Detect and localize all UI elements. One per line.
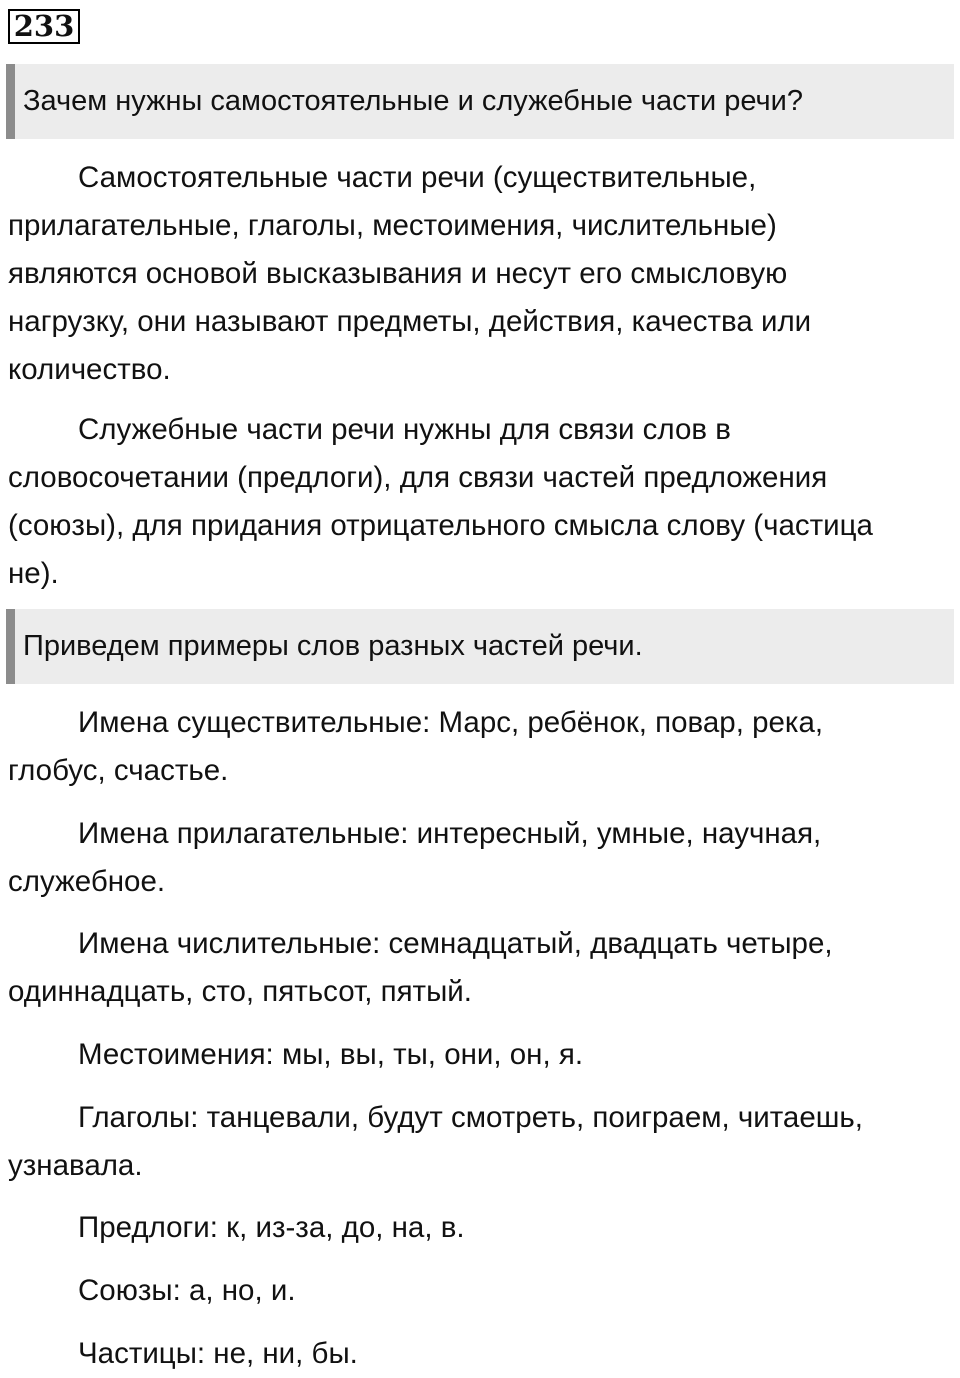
example-prepositions: Предлоги: к, из-за, до, на, в.: [78, 1211, 465, 1244]
answer-paragraph-1: Самостоятельные части речи (существительные, прилагательные, глаголы, местоимения, числительные) являются основой высказывания и несут его смысловую нагрузку, они называют предметы, действия, качества или количество.: [8, 161, 812, 386]
question-2: Приведем примеры слов разных частей речи.: [6, 609, 954, 684]
exercise-number: 233: [8, 9, 80, 44]
question-1: Зачем нужны самостоятельные и служебные части речи?: [6, 64, 954, 139]
example-numerals: Имена числительные: семнадцатый, двадцать четыре, одиннадцать, сто, пятьсот, пятый.: [8, 927, 833, 1008]
example-pronouns: Местоимения: мы, вы, ты, они, он, я.: [78, 1038, 584, 1071]
example-nouns: Имена существительные: Марс, ребёнок, повар, река, глобус, счастье.: [8, 706, 824, 787]
example-particles: Частицы: не, ни, бы.: [78, 1337, 358, 1370]
example-verbs: Глаголы: танцевали, будут смотреть, поиграем, читаешь, узнавала.: [8, 1101, 863, 1182]
example-conjunctions: Союзы: а, но, и.: [78, 1274, 296, 1307]
example-adjectives: Имена прилагательные: интересный, умные, научная, служебное.: [8, 817, 822, 898]
answer-paragraph-2: Служебные части речи нужны для связи слов в словосочетании (предлоги), для связи частей предложения (союзы), для придания отрицательного смысла слову (частица не).: [8, 413, 873, 590]
